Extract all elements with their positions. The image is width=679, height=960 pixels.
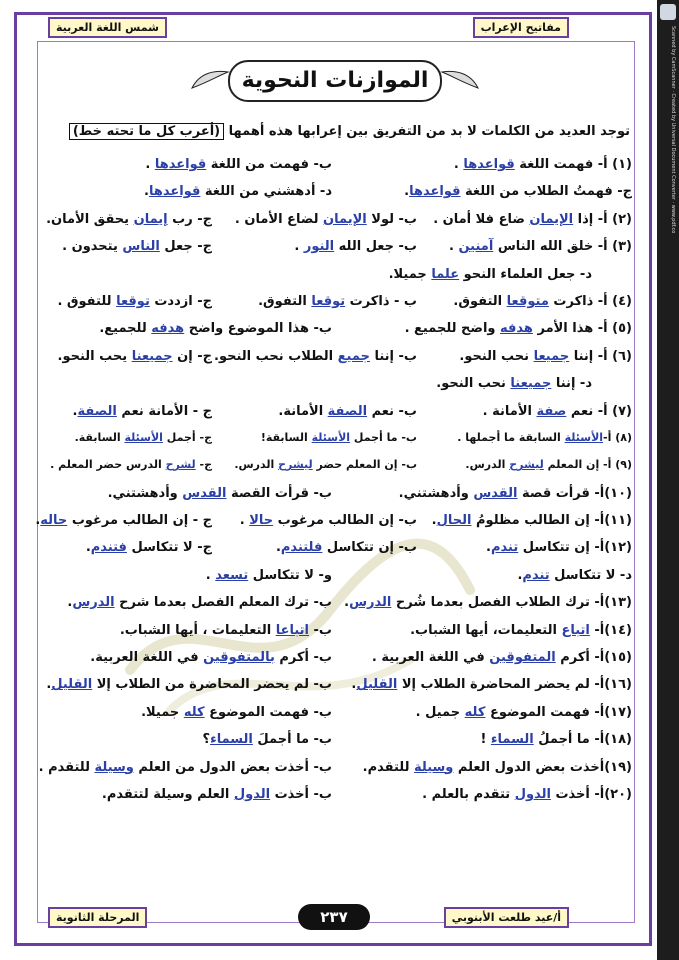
side-strip xyxy=(657,0,679,960)
item-text: ج- xyxy=(195,458,212,472)
exercise-item xyxy=(261,431,417,444)
exercise-item xyxy=(145,157,332,172)
exercise-item xyxy=(99,321,332,336)
underlined-word: المتفوقين xyxy=(489,650,556,666)
item-ending: . xyxy=(294,239,304,255)
exercise-item xyxy=(90,650,332,665)
exercise-item xyxy=(120,623,332,638)
exercise-row xyxy=(36,674,632,701)
underlined-word: الأسئلة xyxy=(124,430,163,444)
exercise-row xyxy=(36,401,632,428)
underlined-word: الإيمان xyxy=(323,211,367,227)
exercise-item xyxy=(46,677,332,692)
exercise-item xyxy=(57,294,212,309)
underlined-word: فلتندم xyxy=(280,540,323,556)
exercise-item xyxy=(73,404,212,419)
item-ending: الدرس. xyxy=(234,458,279,472)
page-title: الموازنات النحوية xyxy=(228,60,442,102)
item-ending: واضح للجميع . xyxy=(404,321,501,337)
item-ending: التفوق. xyxy=(258,293,312,309)
footer-left-label: المرحلة الثانوية xyxy=(48,907,147,928)
exercise-row xyxy=(36,483,632,510)
item-ending: يتحدون . xyxy=(62,239,123,255)
exercise-item xyxy=(108,486,332,501)
item-text: ب- لولا xyxy=(366,211,417,227)
exercise-item xyxy=(416,705,632,720)
item-text: (١) أ- فهمت اللغة xyxy=(514,157,632,172)
exercise-item xyxy=(363,760,632,775)
item-text: ب- إن المعلم حضر xyxy=(312,458,417,472)
item-text: ب- فهمت الموضوع xyxy=(204,704,332,720)
item-ending: . xyxy=(431,513,437,529)
underlined-word: وسيلة xyxy=(94,759,134,775)
underlined-word: الصفة xyxy=(327,403,368,419)
item-text: (١٢)أ- إن تتكاسل xyxy=(518,540,632,556)
item-text: ب- جعل الله xyxy=(334,239,417,255)
item-ending: . xyxy=(145,157,155,172)
item-ending: . xyxy=(85,540,91,556)
exercise-row xyxy=(36,455,632,482)
underlined-word: حالا xyxy=(249,513,274,529)
item-text: (١١)أ- إن الطالب مظلومُ xyxy=(471,513,632,529)
item-text: (١٩)أخذت بعض الدول العلم xyxy=(453,759,632,775)
exercise-item xyxy=(436,376,592,391)
page-number: ٢٣٧ xyxy=(298,904,370,930)
exercise-item xyxy=(206,568,332,583)
exercise-item xyxy=(102,787,332,802)
underlined-word: القدس xyxy=(473,485,518,501)
underlined-word: جميعنا xyxy=(510,376,552,392)
underlined-word: قواعدها xyxy=(409,184,461,200)
exercise-item xyxy=(141,705,332,720)
item-ending: . xyxy=(67,595,73,611)
underlined-word: اتباعا xyxy=(275,622,309,638)
exercise-item xyxy=(454,157,632,172)
item-text: (٨) أ- xyxy=(603,430,632,444)
item-ending: ! xyxy=(480,732,491,748)
item-text: ب- أكرم xyxy=(274,650,332,666)
underlined-word: الصفة xyxy=(77,403,117,419)
exercise-item xyxy=(517,568,632,583)
item-text: ب - ذاكرت xyxy=(345,293,417,309)
underlined-word: الأسئلة xyxy=(564,430,604,444)
exercise-item xyxy=(86,540,212,555)
exercise-row xyxy=(36,346,632,373)
underlined-word: الدول xyxy=(514,786,551,802)
item-ending: في اللغة العربية. xyxy=(90,650,204,666)
item-ending: نحب النحو. xyxy=(459,348,534,364)
exercise-item xyxy=(203,732,332,747)
item-text: ج- فهمتُ الطلاب من اللغة xyxy=(460,184,632,200)
underlined-word: صفة xyxy=(536,403,567,419)
underlined-word: السماء xyxy=(490,732,534,748)
item-text: ج - إن الطالب مرغوب xyxy=(67,513,212,529)
item-ending: يحب النحو. xyxy=(57,348,132,364)
underlined-word: قواعدها xyxy=(154,157,207,172)
exercise-item xyxy=(372,650,632,665)
item-ending: السابقة! xyxy=(260,430,312,444)
item-ending: . xyxy=(205,567,216,583)
item-ending: . xyxy=(486,540,491,556)
exercise-item xyxy=(486,540,632,555)
underlined-word: تندم xyxy=(522,567,550,583)
underlined-word: الناس xyxy=(122,239,160,255)
item-text: ب- فهمت من اللغة xyxy=(206,157,332,172)
underlined-word: تسعد xyxy=(215,567,249,583)
item-ending: . xyxy=(72,403,78,419)
exercise-list xyxy=(36,154,632,811)
intro-instruction: (أعرب كل ما تحته خط) xyxy=(69,123,224,140)
underlined-word: جميعنا xyxy=(131,348,173,364)
underlined-word: القليل xyxy=(51,677,93,693)
item-ending: . xyxy=(517,567,523,583)
exercise-item xyxy=(214,349,417,364)
underlined-word: فتندم xyxy=(90,540,127,556)
item-text: ب- ترك المعلم الفصل بعدما شرح xyxy=(114,595,332,611)
underlined-word: جميعا xyxy=(533,348,570,364)
underlined-word: قواعدها xyxy=(463,157,515,172)
item-text: (١٥)أ- أكرم xyxy=(555,650,632,666)
underlined-word: الدول xyxy=(233,786,271,802)
underlined-word: قواعدها xyxy=(148,184,201,200)
exercise-item xyxy=(258,294,417,309)
exercise-row xyxy=(36,264,632,291)
item-ending: الطلاب نحب النحو. xyxy=(214,348,338,364)
item-text: (٢) أ- إذا xyxy=(573,211,632,227)
item-ending: الدرس حضر المعلم . xyxy=(50,458,166,472)
item-ending: . xyxy=(449,239,459,255)
item-ending: الدرس. xyxy=(465,458,510,472)
item-ending: . xyxy=(46,677,52,693)
underlined-word: متوقعا xyxy=(506,293,549,309)
item-text: ب- ما أجمل xyxy=(350,430,417,444)
item-text: ب- هذا الموضوع واضح xyxy=(184,321,332,337)
exercise-item xyxy=(404,184,632,199)
item-ending: وأدهشتني. xyxy=(398,485,474,501)
item-ending: تتقدم بالعلم . xyxy=(422,786,515,802)
item-text: ب- xyxy=(309,622,332,638)
quill-left-icon xyxy=(190,68,230,90)
quill-right-icon xyxy=(440,68,480,90)
item-ending: . xyxy=(144,184,149,200)
underlined-word: النور xyxy=(303,239,335,255)
underlined-word: إيمان xyxy=(133,211,168,227)
item-ending: للجميع. xyxy=(99,321,152,337)
exercise-item xyxy=(422,787,632,802)
exercise-row xyxy=(36,318,632,345)
scanner-logo-icon xyxy=(660,4,676,20)
item-ending: نحب النحو. xyxy=(436,376,511,392)
item-ending: . xyxy=(453,157,464,172)
item-text: (١٠)أ- قرأت قصة xyxy=(517,485,632,501)
item-text: د- أدهشني من اللغة xyxy=(200,184,332,200)
exercise-item xyxy=(432,513,632,528)
header-left-label: شمس اللغة العربية xyxy=(48,17,167,38)
item-ending: التفوق. xyxy=(453,293,507,309)
underlined-word: توقعا xyxy=(116,293,150,309)
underlined-word: حاله xyxy=(40,513,68,529)
item-ending: للتقدم. xyxy=(362,759,415,775)
item-text: ج- جعل xyxy=(159,239,212,255)
item-text: (١٤)أ- xyxy=(589,622,632,638)
exercise-row xyxy=(36,510,632,537)
exercise-item xyxy=(483,404,632,419)
item-ending: التعليمات، أيها الشباب. xyxy=(410,622,562,638)
item-ending: السابقة ما أجملها . xyxy=(457,430,565,444)
exercise-item xyxy=(459,349,632,364)
exercise-row xyxy=(36,291,632,318)
exercise-row xyxy=(36,729,632,756)
item-ending: جميلا. xyxy=(141,704,184,720)
item-ending: وأدهشتني. xyxy=(107,485,183,501)
item-ending: يحقق الأمان. xyxy=(46,211,134,227)
item-text: د- إننا xyxy=(551,376,592,392)
underlined-word: كله xyxy=(464,704,486,720)
exercise-item xyxy=(144,184,332,199)
exercise-item xyxy=(410,623,632,638)
item-ending: العلم وسيلة لتتقدم. xyxy=(101,786,234,802)
exercise-row xyxy=(36,757,632,784)
item-text: (٢٠)أ- أخذت xyxy=(550,786,632,802)
item-ending: في اللغة العربية . xyxy=(371,650,490,666)
exercise-item xyxy=(46,212,212,227)
item-text: و- لا تتكاسل xyxy=(248,567,332,583)
item-text: د- لا تتكاسل xyxy=(549,567,632,583)
exercise-row xyxy=(36,592,632,619)
exercise-row xyxy=(36,181,632,208)
item-ending: . xyxy=(344,595,350,611)
item-text: (١٣)أ- ترك الطلاب الفصل بعدما شُرح xyxy=(391,595,632,611)
exercise-item xyxy=(294,239,417,254)
item-text: (٣) أ- خلق الله الناس xyxy=(493,239,632,255)
underlined-word: هدفه xyxy=(500,321,533,337)
item-text: (٧) أ- نعم xyxy=(566,403,632,419)
item-ending: . xyxy=(275,540,281,556)
exercise-row xyxy=(36,537,632,564)
underlined-word: آمنين xyxy=(458,239,494,255)
item-text: ب- لم يحضر المحاضرة من الطلاب إلا xyxy=(92,677,332,693)
item-text: (٦) أ- إننا xyxy=(569,348,632,364)
intro-text: توجد العديد من الكلمات لا بد من التفريق بين إعرابها هذه أهمها xyxy=(228,124,630,139)
item-ending: التعليمات ، أيها الشباب. xyxy=(119,622,276,638)
underlined-word: الإيمان xyxy=(529,211,574,227)
exercise-item xyxy=(62,239,212,254)
underlined-word: الدرس xyxy=(349,595,392,611)
exercise-item xyxy=(480,732,632,747)
underlined-word: علما xyxy=(431,266,460,282)
underlined-word: كله xyxy=(183,704,205,720)
item-text: (١٨)أ- ما أجملُ xyxy=(533,732,632,748)
item-text: ب- قرأت القصة xyxy=(226,485,332,501)
item-ending: لضاع الأمان . xyxy=(234,211,324,227)
exercise-item xyxy=(39,760,332,775)
exercise-item xyxy=(457,431,632,444)
item-text: ج- ازددت xyxy=(149,293,212,309)
exercise-item xyxy=(234,458,417,471)
exercise-item xyxy=(35,513,212,528)
underlined-word: تندم xyxy=(490,540,519,556)
exercise-item xyxy=(449,239,632,254)
underlined-word: جميع xyxy=(337,348,370,364)
exercise-item xyxy=(399,486,632,501)
item-text: ب- إن الطالب مرغوب xyxy=(273,513,417,529)
exercise-row xyxy=(36,236,632,263)
underlined-word: توقعا xyxy=(311,293,346,309)
underlined-word: القدس xyxy=(182,485,227,501)
side-strip-text: Scanned by CamScanner · Created by Universal Document Converter · www.pdf.co xyxy=(670,26,676,234)
underlined-word: الدرس xyxy=(72,595,115,611)
underlined-word: القليل xyxy=(356,677,398,693)
exercise-row xyxy=(36,620,632,647)
title-banner xyxy=(190,50,480,110)
item-ending: للتفوق . xyxy=(57,293,117,309)
exercise-item xyxy=(389,267,592,282)
underlined-word: السماء xyxy=(210,732,253,748)
exercise-item xyxy=(453,294,632,309)
underlined-word: هدفه xyxy=(151,321,185,337)
item-text: (٥) أ- هذا الأمر xyxy=(532,321,632,337)
item-ending: جميل . xyxy=(415,704,465,720)
item-text: ب- أخذت xyxy=(270,786,332,802)
item-text: (١٦)أ- لم يحضر المحاضرة الطلاب إلا xyxy=(397,677,632,693)
item-text: ج- رب xyxy=(167,211,212,227)
exercise-item xyxy=(405,321,632,336)
item-text: ب- نعم xyxy=(367,403,417,419)
footer-right-label: أ/عيد طلعت الأبنوبي xyxy=(444,907,569,928)
underlined-word: الحال xyxy=(436,513,472,529)
item-text: د- جعل العلماء النحو xyxy=(459,266,592,282)
item-ending: جميلا. xyxy=(388,266,432,282)
exercise-row xyxy=(36,428,632,455)
item-text: ج- أجمل xyxy=(162,430,212,444)
item-text: ب- إن تتكاسل xyxy=(322,540,417,556)
exercise-item xyxy=(351,677,632,692)
item-ending: . xyxy=(239,513,250,529)
exercise-item xyxy=(58,349,212,364)
exercise-row xyxy=(36,565,632,592)
exercise-item xyxy=(240,513,417,528)
item-text: ب- إننا xyxy=(369,348,417,364)
exercise-item xyxy=(465,458,632,471)
underlined-word: لشرح xyxy=(165,458,196,472)
exercise-row xyxy=(36,784,632,811)
item-text: ج- لا تتكاسل xyxy=(126,540,212,556)
exercise-row xyxy=(36,647,632,674)
exercise-item xyxy=(276,540,417,555)
exercise-row xyxy=(36,373,632,400)
item-text: (٩) أ- إن المعلم xyxy=(543,458,632,472)
exercise-item xyxy=(235,212,417,227)
exercise-row xyxy=(36,209,632,236)
underlined-word: اتباع xyxy=(561,622,590,638)
header-right-label: مفاتيح الإعراب xyxy=(473,17,569,38)
exercise-row xyxy=(36,702,632,729)
exercise-item xyxy=(67,595,332,610)
item-text: ب- ما أجملَ xyxy=(252,732,332,748)
underlined-word: ليشرح xyxy=(509,458,544,472)
exercise-row xyxy=(36,154,632,181)
underlined-word: بالمتفوقين xyxy=(203,650,275,666)
item-ending: للتقدم . xyxy=(38,759,95,775)
item-text: (٤) أ- ذاكرت xyxy=(548,293,632,309)
item-ending: الأمانة . xyxy=(482,403,537,419)
item-ending: الأمانة. xyxy=(278,403,328,419)
item-ending: . xyxy=(351,677,357,693)
exercise-item xyxy=(278,404,417,419)
item-text: ب- أخذت بعض الدول من العلم xyxy=(133,759,332,775)
item-text: ج- إن xyxy=(172,348,212,364)
item-text: (١٧)أ- فهمت الموضوع xyxy=(485,704,632,720)
exercise-item xyxy=(433,212,632,227)
item-ending: ؟ xyxy=(202,732,211,748)
item-ending: ضاع فلا أمان . xyxy=(433,211,530,227)
item-ending: . xyxy=(404,184,410,200)
exercise-item xyxy=(50,458,212,471)
exercise-item xyxy=(75,431,212,444)
item-ending: السابقة. xyxy=(74,430,125,444)
underlined-word: ليشرح xyxy=(278,458,313,472)
exercise-item xyxy=(344,595,632,610)
item-text: ج - الأمانة نعم xyxy=(116,403,212,419)
item-ending: . xyxy=(35,513,41,529)
underlined-word: وسيلة xyxy=(414,759,454,775)
underlined-word: الأسئلة xyxy=(311,430,351,444)
intro-line xyxy=(40,124,630,139)
